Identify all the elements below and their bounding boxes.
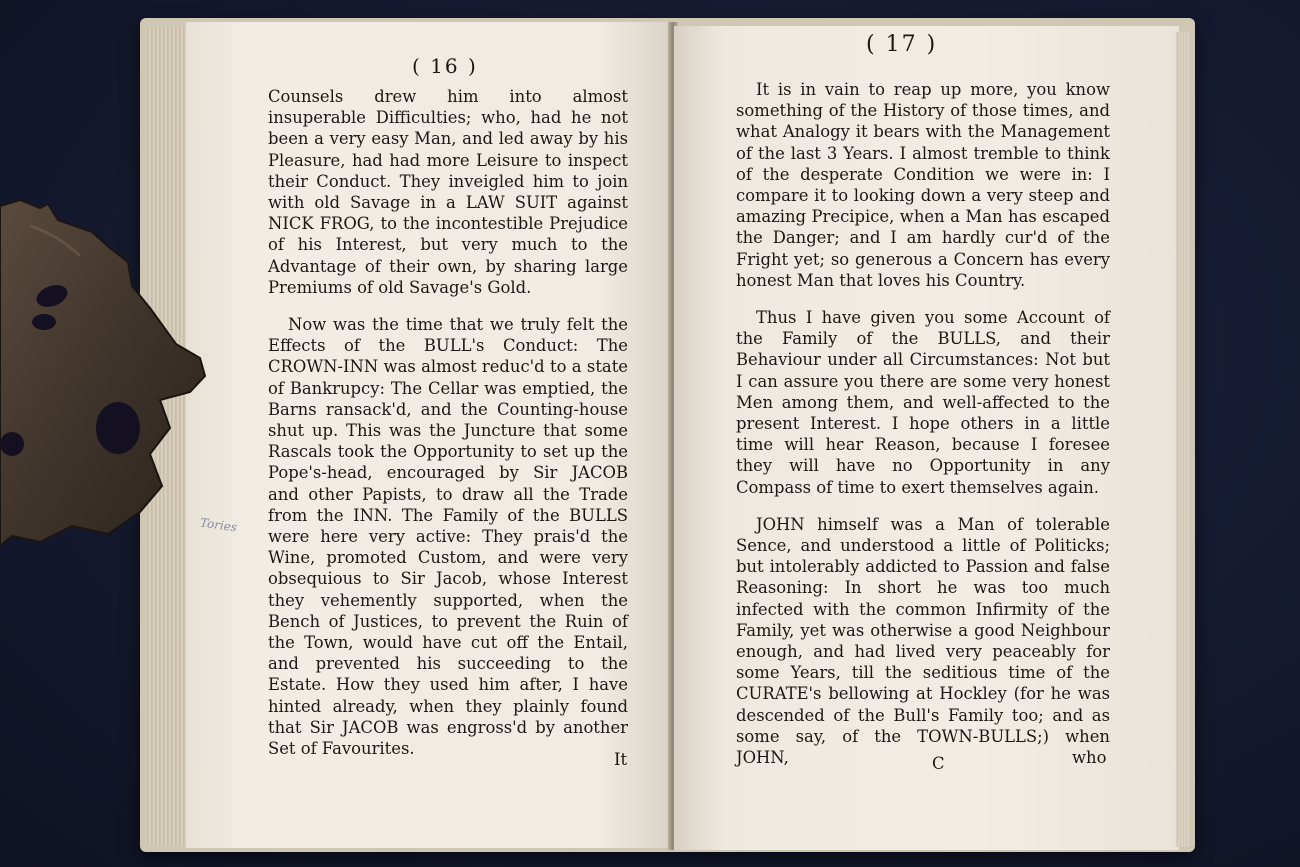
catchword: who [1072,748,1107,767]
margin-annotation: Tories [199,515,238,535]
page-number: ( 16 ) [412,54,478,78]
catchword: It [614,750,628,769]
paragraph: Now was the time that we truly felt the Effects of the BULL's Conduct: The CROWN-INN was almost reduc'd to a state of Bankrupcy: The Cellar was emptied, the Barns ransack'd, and the Counting-house shut up. This was the Juncture that some Rascals took the Opportunity to set up the Pope's-head, encouraged by Sir JACOB and other Papists, to draw all the Trade from the INN. The Family of the BULLS were here very active: They prais'd the Wine, promoted Custom, and were very obsequious to Sir Jacob, whose Interest they vehemently supported, when the Bench of Justices, to prevent the Ruin of the Town, would have cut off the Entail, and prevented his succeeding to the Estate. How they used him after, I have hinted already, when they plainly found that Sir JACOB was engross'd by another Set of Favourites. [268,315,628,759]
paragraph: Thus I have given you some Account of the Family of the BULLS, and their Behaviour under all Circumstances: Not but I can assure you there are some very honest Men among them, and well-affected to the present Interest. I hope others in a little time will hear Reason, because I foresee they will have no Opportunity in any Compass of time to exert themselves again. [736,308,1110,497]
left-page [186,22,672,848]
page-text [736,79,1110,768]
signature-mark: C [932,754,945,773]
page-text [268,86,628,759]
page-edges-right [1176,32,1190,847]
paragraph: It is in vain to reap up more, you know something of the History of those times, and what Analogy it bears with the Management of the last 3 Years. I almost tremble to think of the desperate Condition we were in: I compare it to looking down a very steep and amazing Precipice, when a Man has escaped the Danger; and I am hardly cur'd of the Fright yet; so generous a Concern has every honest Man that loves his Country. [736,80,1110,290]
right-page [674,26,1179,850]
paragraph: Counsels drew him into almost insuperable Difficulties; who, had he not been a very easy Man, and led away by his Pleasure, had had more Leisure to inspect their Conduct. They inveigled him to join with old Savage in a LAW SUIT against NICK FROG, to the incontestible Prejudice of his Interest, but very much to the Advantage of their own, by sharing large Premiums of old Savage's Gold. [268,87,628,297]
page-clip-icon [0,196,210,552]
page-number: ( 17 ) [866,32,938,57]
paragraph: JOHN himself was a Man of tolerable Sence, and understood a little of Politicks; but intolerably addicted to Passion and false Reasoning: In short he was too much infected with the common Infirmity of the Family, yet was otherwise a good Neighbour enough, and had lived very peaceably for some Years, till the seditious time of the CURATE's bellowing at Hockley (for he was descended of the Bull's Family too; and as some say, of the TOWN-BULLS;) when JOHN, [736,514,1110,768]
